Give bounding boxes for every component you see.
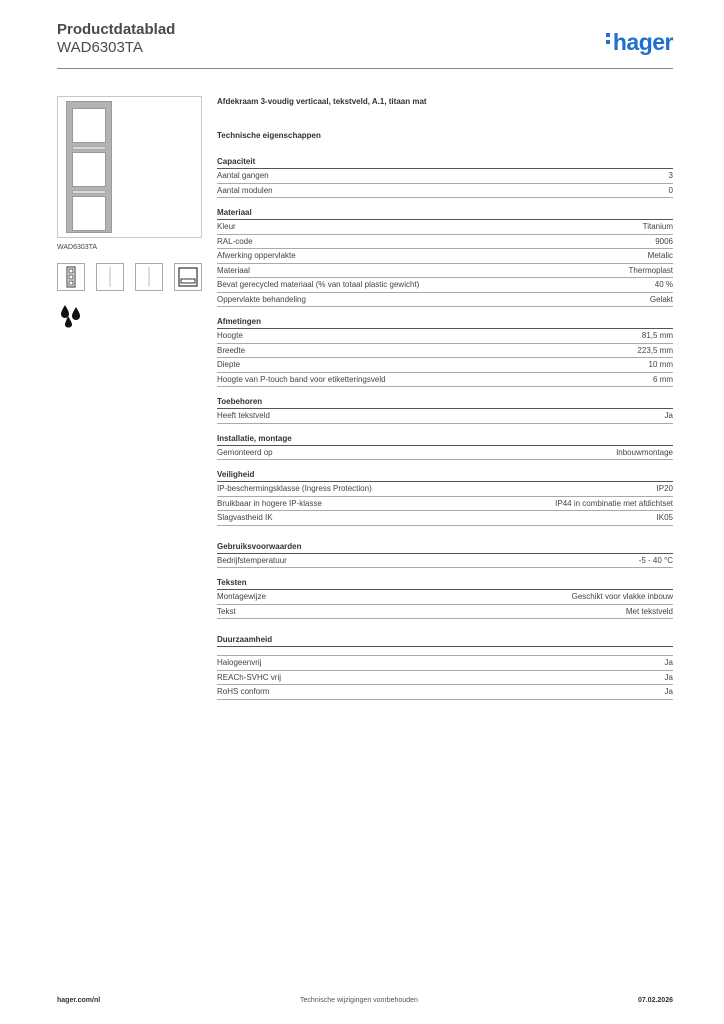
- spec-label: Materiaal: [217, 265, 250, 275]
- spec-label: Diepte: [217, 360, 241, 369]
- spec-row: [217, 685, 673, 700]
- hager-logo: [606, 29, 673, 56]
- section-title: Installatie, montage: [217, 434, 673, 446]
- spec-row: [217, 235, 673, 250]
- document-title: Productdatablad: [57, 21, 176, 38]
- spec-label: IP-beschermingsklasse (Ingress Protection): [217, 484, 372, 493]
- spec-value: 81,5 mm: [641, 331, 673, 340]
- frame-label-field: [72, 146, 106, 150]
- spec-value: Gelakt: [649, 294, 673, 304]
- spec-row: [217, 264, 673, 279]
- frame-opening: [72, 196, 106, 231]
- spec-value: Met tekstveld: [625, 606, 673, 616]
- spec-value: 223,5 mm: [637, 345, 673, 355]
- spec-label: Heeft tekstveld: [217, 411, 270, 420]
- page-header: [57, 20, 673, 68]
- spec-value: IP20: [656, 484, 673, 493]
- section-title: Afmetingen: [217, 317, 673, 329]
- spec-value: Ja: [664, 672, 673, 682]
- section-spacer: [217, 647, 673, 656]
- spec-value: Thermoplast: [628, 265, 673, 275]
- spec-value: Geschikt voor vlakke inbouw: [571, 592, 673, 601]
- section-title: Duurzaamheid: [217, 635, 673, 647]
- spec-row: [217, 358, 673, 373]
- section-title: Teksten: [217, 578, 673, 590]
- spec-label: Bedrijfstemperatuur: [217, 555, 287, 565]
- spec-row: [217, 329, 673, 344]
- spec-label: Aantal gangen: [217, 171, 269, 180]
- technical-properties-title: Technische eigenschappen: [217, 131, 321, 140]
- spec-label: Tekst: [217, 606, 236, 616]
- spec-label: Aantal modulen: [217, 185, 273, 195]
- spec-value: 0: [668, 185, 673, 195]
- spec-sections: [217, 157, 673, 700]
- section-title: Materiaal: [217, 208, 673, 220]
- spec-row: [217, 293, 673, 308]
- blank-panel-icon: [135, 263, 163, 291]
- spec-label: RoHS conform: [217, 687, 270, 696]
- frame-opening: [72, 152, 106, 187]
- spec-label: Hoogte van P-touch band voor etiketteringsveld: [217, 374, 386, 384]
- spec-label: Gemonteerd op: [217, 447, 273, 457]
- spec-value: 10 mm: [648, 360, 673, 369]
- spec-label: Afwerking oppervlakte: [217, 251, 296, 260]
- spec-value: Ja: [664, 687, 673, 696]
- spec-label: Slagvastheid IK: [217, 513, 273, 522]
- spec-row: [217, 249, 673, 264]
- spec-label: REACh-SVHC vrij: [217, 672, 282, 682]
- footer-date: 07.02.2026: [637, 997, 673, 1004]
- spec-value: Ja: [664, 411, 673, 420]
- spec-row: [217, 656, 673, 671]
- blank-panel-icon: [96, 263, 124, 291]
- spec-row: [217, 482, 673, 497]
- spec-label: Montagewijze: [217, 592, 266, 601]
- spec-label: Oppervlakte behandeling: [217, 294, 306, 304]
- water-drops-icon: [57, 302, 83, 328]
- spec-row: [217, 497, 673, 512]
- spec-label: Bruikbaar in hogere IP-klasse: [217, 498, 322, 508]
- spec-row: [217, 184, 673, 199]
- spec-label: Halogeenvrij: [217, 658, 262, 667]
- spec-row: [217, 373, 673, 388]
- logo-colon-icon: [606, 30, 610, 47]
- spec-row: [217, 278, 673, 293]
- frame-label-field: [72, 190, 106, 194]
- spec-value: Titanium: [642, 222, 673, 231]
- spec-row: [217, 605, 673, 620]
- spec-value: IK05: [656, 513, 673, 522]
- spec-value: Inbouwmontage: [616, 447, 673, 457]
- product-code: WAD6303TA: [57, 39, 143, 56]
- spec-row: [217, 169, 673, 184]
- spec-value: 40 %: [654, 280, 673, 289]
- section-title: Toebehoren: [217, 397, 673, 409]
- cover-frame-illustration: [66, 101, 112, 233]
- spec-row: [217, 446, 673, 461]
- header-divider: [57, 68, 673, 69]
- section-title: Veiligheid: [217, 470, 673, 482]
- product-description: Afdekraam 3-voudig verticaal, tekstveld, A.1, titaan mat: [217, 97, 427, 106]
- vertical-3-slot-icon: [57, 263, 85, 291]
- specifications: [217, 96, 673, 700]
- section-title: Gebruiksvoorwaarden: [217, 542, 673, 554]
- spec-row: [217, 511, 673, 526]
- spec-value: 9006: [655, 236, 673, 246]
- spec-row: [217, 220, 673, 235]
- spec-row: [217, 554, 673, 569]
- spec-label: Bevat gerecycled materiaal (% van totaal plastic gewicht): [217, 280, 420, 289]
- footer-website: hager.com/nl: [57, 997, 101, 1004]
- spec-label: Kleur: [217, 222, 236, 231]
- footer-disclaimer: Technische wijzigingen voorbehouden: [300, 997, 418, 1004]
- product-image: [57, 96, 202, 238]
- spec-label: RAL-code: [217, 236, 253, 246]
- spec-value: Ja: [664, 658, 673, 667]
- spec-label: Breedte: [217, 345, 246, 355]
- section-title: Capaciteit: [217, 157, 673, 169]
- spec-value: 3: [668, 171, 673, 180]
- spec-row: [217, 590, 673, 605]
- spec-value: Metalic: [647, 251, 673, 260]
- spec-row: [217, 671, 673, 686]
- label-field-icon: [174, 263, 202, 291]
- spec-value: -5 - 40 °C: [638, 555, 673, 565]
- image-caption: WAD6303TA: [57, 244, 98, 251]
- spec-row: [217, 344, 673, 359]
- spec-label: Hoogte: [217, 331, 243, 340]
- spec-value: IP44 in combinatie met afdichtset: [555, 498, 673, 508]
- frame-opening: [72, 108, 106, 143]
- spec-row: [217, 409, 673, 424]
- spec-value: 6 mm: [653, 374, 673, 384]
- logo-text: hager: [612, 29, 673, 55]
